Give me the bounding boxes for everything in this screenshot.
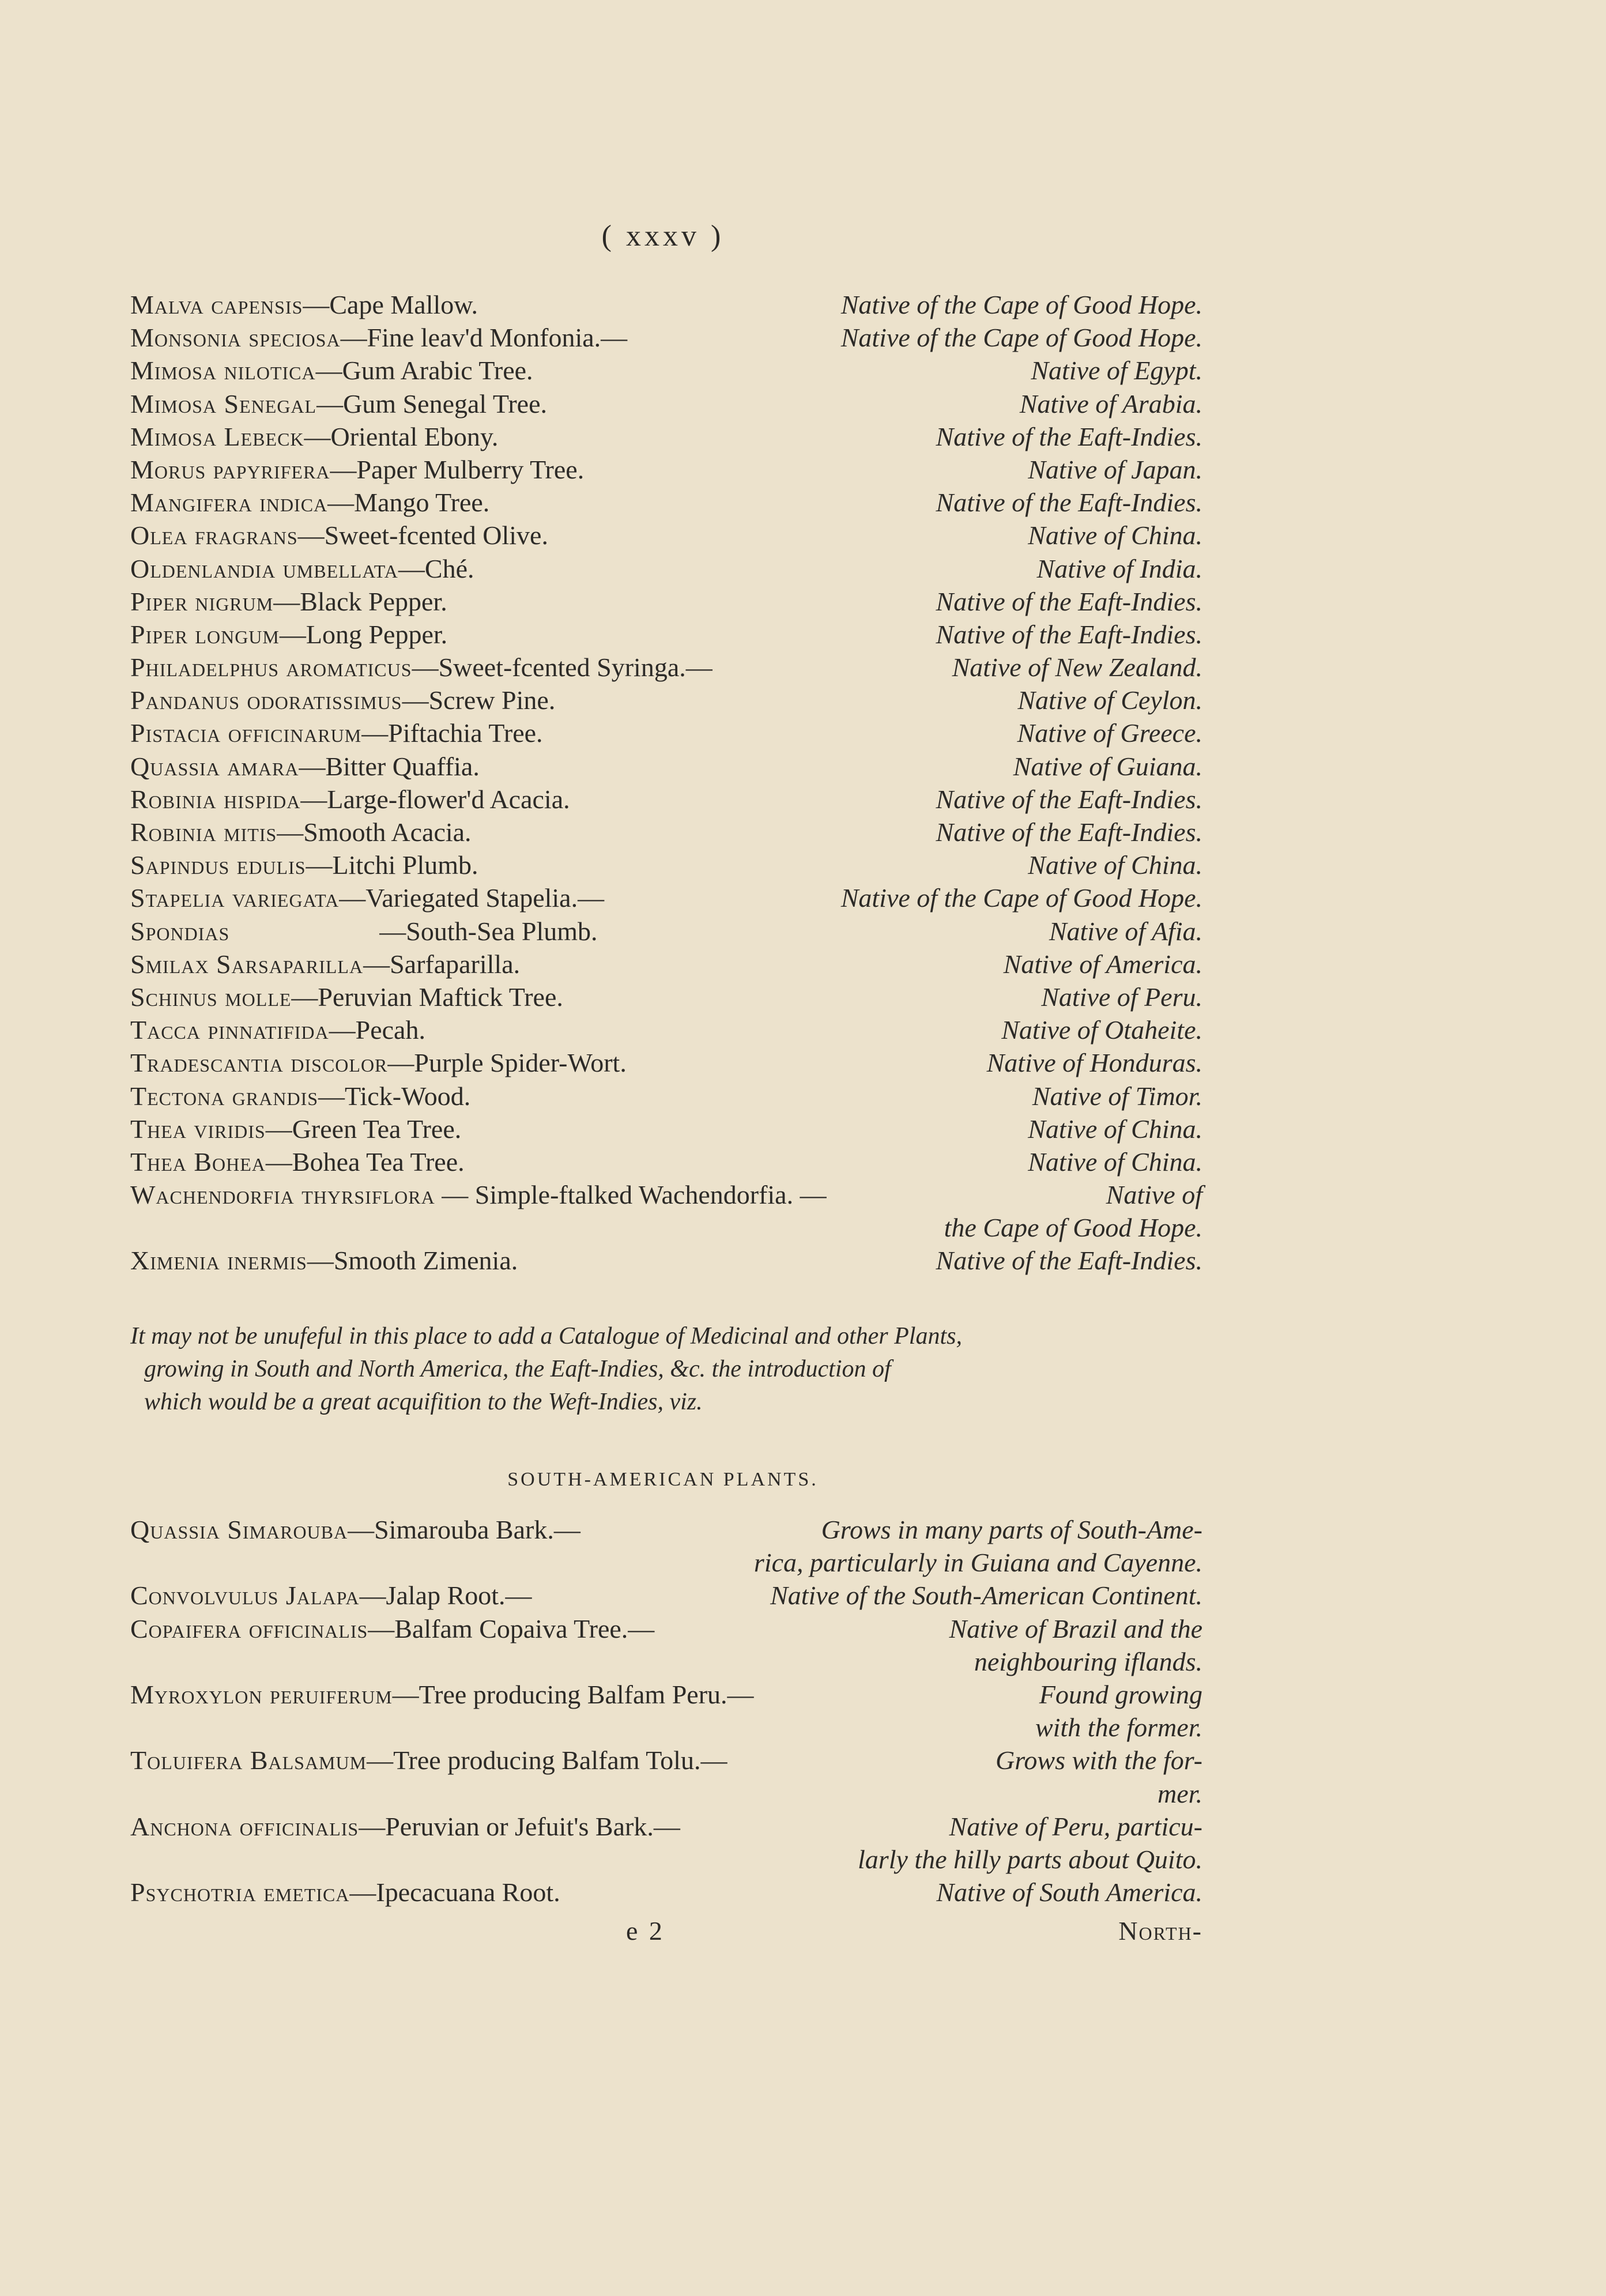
common-name: —Fine leav'd Monfonia.— — [340, 323, 628, 353]
list-item — [130, 881, 1202, 914]
native-region: Native of the Eaft-Indies. — [936, 421, 1202, 451]
common-name: —Tick-Wood. — [318, 1081, 471, 1111]
common-name: —Pecah. — [329, 1015, 425, 1045]
list-item — [130, 849, 1202, 881]
native-region: Native of the South-American Continent. — [770, 1581, 1202, 1611]
common-name: —Litchi Plumb. — [306, 850, 478, 880]
latin-name: Robinia mitis — [130, 817, 277, 847]
native-region: Native of Honduras. — [986, 1048, 1202, 1078]
introductory-note — [130, 1320, 1202, 1419]
latin-name: Sapindus edulis — [130, 850, 306, 880]
common-name: —Sweet-fcented Syringa.— — [412, 653, 712, 683]
latin-name: Olea fragrans — [130, 521, 298, 551]
list-item — [130, 453, 1202, 486]
list-item — [130, 420, 1202, 453]
list-item — [130, 1678, 1202, 1711]
latin-name: Tectona grandis — [130, 1081, 319, 1111]
list-item — [130, 750, 1202, 783]
native-region-continuation: mer. — [1158, 1778, 1202, 1808]
native-region-continuation: rica, particularly in Guiana and Cayenne. — [753, 1548, 1202, 1578]
native-region: Native of China. — [1028, 1147, 1202, 1177]
latin-name: Schinus molle — [130, 982, 292, 1012]
native-region: Native of Greece. — [1017, 718, 1202, 748]
list-item — [130, 321, 1202, 354]
latin-name: Mimosa Lebeck — [130, 421, 304, 451]
common-name: — Simple-ftalked Wachendorfia. — — [435, 1180, 827, 1210]
common-name: —Sarfaparilla. — [363, 949, 521, 979]
native-region: Native of the Eaft-Indies. — [936, 586, 1202, 616]
native-region-continuation: the Cape of Good Hope. — [944, 1213, 1202, 1243]
native-region: Native of India. — [1036, 553, 1202, 583]
native-region: Native of America. — [1003, 949, 1202, 979]
native-region-continuation: larly the hilly parts about Quito. — [858, 1844, 1202, 1874]
common-name: —Gum Senegal Tree. — [316, 389, 547, 419]
south-american-plant-list — [130, 1513, 1202, 1909]
list-item — [130, 915, 1202, 948]
plant-list — [130, 288, 1202, 1277]
latin-name: Piper longum — [130, 619, 280, 649]
list-item — [130, 783, 1202, 816]
common-name: —Peruvian Maftick Tree. — [291, 982, 563, 1012]
list-item — [130, 288, 1202, 321]
latin-name: Thea Bohea — [130, 1147, 266, 1177]
note-line: which would be a great acquifition to the Weft-Indies, viz. — [144, 1389, 703, 1415]
page-number: ( xxxv ) — [601, 220, 725, 252]
common-name: —Simarouba Bark.— — [348, 1515, 580, 1544]
native-region: Native of Afia. — [1049, 916, 1202, 946]
list-item — [130, 981, 1202, 1013]
list-item — [130, 1178, 1202, 1211]
list-item — [130, 1513, 1202, 1546]
list-item — [130, 585, 1202, 618]
latin-name: Tradescantia discolor — [130, 1048, 388, 1078]
common-name: —South-Sea Plumb. — [379, 916, 598, 946]
latin-name: Quassia Simarouba — [130, 1515, 348, 1544]
list-item — [130, 552, 1202, 585]
native-region-continuation: with the former. — [1035, 1713, 1202, 1743]
list-item — [130, 684, 1202, 717]
latin-name: Monsonia speciosa — [130, 323, 341, 353]
note-line: growing in South and North America, the Eaft-Indies, &c. the introduction of — [144, 1356, 891, 1382]
common-name: —Paper Mulberry Tree. — [330, 454, 585, 484]
native-region: Native of Peru, particu- — [949, 1811, 1202, 1841]
signature-mark: e 2 — [626, 1916, 665, 1946]
native-region: Native of Guiana. — [1013, 751, 1202, 781]
native-region: Native of Otaheite. — [1001, 1015, 1202, 1045]
latin-name: Quassia amara — [130, 751, 299, 781]
native-region: Grows with the for- — [995, 1745, 1202, 1775]
latin-name: Morus papyrifera — [130, 454, 330, 484]
native-region: Native of the Eaft-Indies. — [936, 619, 1202, 649]
list-item — [130, 1145, 1202, 1178]
native-region: Native of Japan. — [1028, 454, 1202, 484]
common-name: —Screw Pine. — [402, 685, 556, 715]
latin-name: Mimosa nilotica — [130, 356, 316, 386]
common-name: —Ché. — [398, 553, 474, 583]
list-item — [130, 618, 1202, 651]
list-item — [130, 948, 1202, 981]
latin-name: Wachendorfia thyrsiflora — [130, 1180, 435, 1210]
latin-name: Ximenia inermis — [130, 1246, 307, 1276]
list-item — [130, 1579, 1202, 1612]
list-item — [130, 1013, 1202, 1046]
native-region: Found growing — [1039, 1679, 1202, 1709]
native-region: Native of South America. — [936, 1877, 1202, 1907]
common-name: —Green Tea Tree. — [265, 1114, 462, 1144]
list-item — [130, 1810, 1202, 1843]
common-name: —Gum Arabic Tree. — [315, 356, 533, 386]
latin-name: Pistacia officinarum — [130, 718, 362, 748]
native-region: Native of the Eaft-Indies. — [936, 1246, 1202, 1276]
native-region: Native of Ceylon. — [1017, 685, 1202, 715]
list-item — [130, 651, 1202, 684]
native-region-continuation: neighbouring iflands. — [974, 1646, 1202, 1676]
list-item — [130, 1113, 1202, 1145]
common-name: —Jalap Root.— — [359, 1581, 532, 1611]
list-item — [130, 1744, 1202, 1777]
native-region: Native of the Cape of Good Hope. — [840, 323, 1202, 353]
latin-name: Convolvulus Jalapa — [130, 1581, 360, 1611]
latin-name: Thea viridis — [130, 1114, 266, 1144]
latin-name: Tacca pinnatifida — [130, 1015, 329, 1045]
latin-name: Spondias — [130, 916, 230, 946]
native-region: Native of China. — [1028, 850, 1202, 880]
common-name: —Piftachia Tree. — [361, 718, 543, 748]
list-item — [130, 1046, 1202, 1079]
latin-name: Smilax Sarsaparilla — [130, 949, 364, 979]
list-item — [130, 354, 1202, 387]
native-region: Native of — [1106, 1180, 1202, 1210]
latin-name: Myroxylon peruiferum — [130, 1679, 393, 1709]
native-region: Native of the Eaft-Indies. — [936, 817, 1202, 847]
latin-name: Malva capensis — [130, 290, 303, 319]
common-name: —Bohea Tea Tree. — [265, 1147, 465, 1177]
latin-name: Pandanus odoratissimus — [130, 685, 402, 715]
latin-name: Philadelphus aromaticus — [130, 653, 412, 683]
list-item — [130, 486, 1202, 519]
common-name: —Purple Spider-Wort. — [387, 1048, 627, 1078]
latin-name: Psychotria emetica — [130, 1877, 350, 1907]
common-name: —Ipecacuana Root. — [349, 1877, 560, 1907]
list-item — [130, 1876, 1202, 1909]
native-region: Grows in many parts of South-Ame- — [821, 1515, 1202, 1544]
list-item — [130, 717, 1202, 749]
common-name: —Bitter Quaffia. — [299, 751, 480, 781]
common-name: —Balfam Copaiva Tree.— — [368, 1613, 655, 1643]
native-region: Native of Brazil and the — [949, 1613, 1202, 1643]
latin-name: Mimosa Senegal — [130, 389, 317, 419]
native-region: Native of Egypt. — [1031, 356, 1202, 386]
common-name: —Tree producing Balfam Peru.— — [392, 1679, 754, 1709]
native-region: Native of China. — [1028, 521, 1202, 551]
common-name: —Mango Tree. — [327, 488, 490, 518]
latin-name: Mangifera indica — [130, 488, 328, 518]
latin-name: Stapelia variegata — [130, 883, 340, 913]
latin-name: Toluifera Balsamum — [130, 1745, 367, 1775]
common-name: —Cape Mallow. — [303, 290, 478, 319]
latin-name: Piper nigrum — [130, 586, 274, 616]
common-name: —Smooth Zimenia. — [307, 1246, 518, 1276]
list-item — [130, 387, 1202, 420]
common-name: —Smooth Acacia. — [277, 817, 472, 847]
latin-name: Copaifera officinalis — [130, 1613, 368, 1643]
list-item — [130, 1080, 1202, 1113]
section-heading: SOUTH-AMERICAN PLANTS. — [507, 1469, 819, 1490]
native-region: Native of Peru. — [1041, 982, 1202, 1012]
common-name: —Oriental Ebony. — [304, 421, 499, 451]
common-name: —Peruvian or Jefuit's Bark.— — [359, 1811, 680, 1841]
native-region: Native of the Eaft-Indies. — [936, 784, 1202, 814]
list-item — [130, 1612, 1202, 1645]
native-region: Native of Arabia. — [1019, 389, 1202, 419]
native-region: Native of China. — [1028, 1114, 1202, 1144]
common-name: —Variegated Stapelia.— — [339, 883, 605, 913]
native-region: Native of New Zealand. — [952, 653, 1202, 683]
common-name: —Black Pepper. — [273, 586, 447, 616]
native-region: Native of Timor. — [1032, 1081, 1202, 1111]
catchword: North- — [1118, 1916, 1202, 1946]
common-name: —Tree producing Balfam Tolu.— — [367, 1745, 727, 1775]
note-line: It may not be unufeful in this place to add a Catalogue of Medicinal and other Plants, — [130, 1323, 962, 1349]
common-name: —Large-flower'd Acacia. — [300, 784, 570, 814]
list-item — [130, 816, 1202, 849]
latin-name: Robinia hispida — [130, 784, 301, 814]
native-region: Native of the Eaft-Indies. — [936, 488, 1202, 518]
common-name: —Sweet-fcented Olive. — [297, 521, 548, 551]
list-item — [130, 519, 1202, 552]
latin-name: Anchona officinalis — [130, 1811, 359, 1841]
native-region: Native of the Cape of Good Hope. — [840, 883, 1202, 913]
list-item — [130, 1244, 1202, 1277]
common-name: —Long Pepper. — [279, 619, 448, 649]
native-region: Native of the Cape of Good Hope. — [840, 290, 1202, 319]
latin-name: Oldenlandia umbellata — [130, 553, 398, 583]
